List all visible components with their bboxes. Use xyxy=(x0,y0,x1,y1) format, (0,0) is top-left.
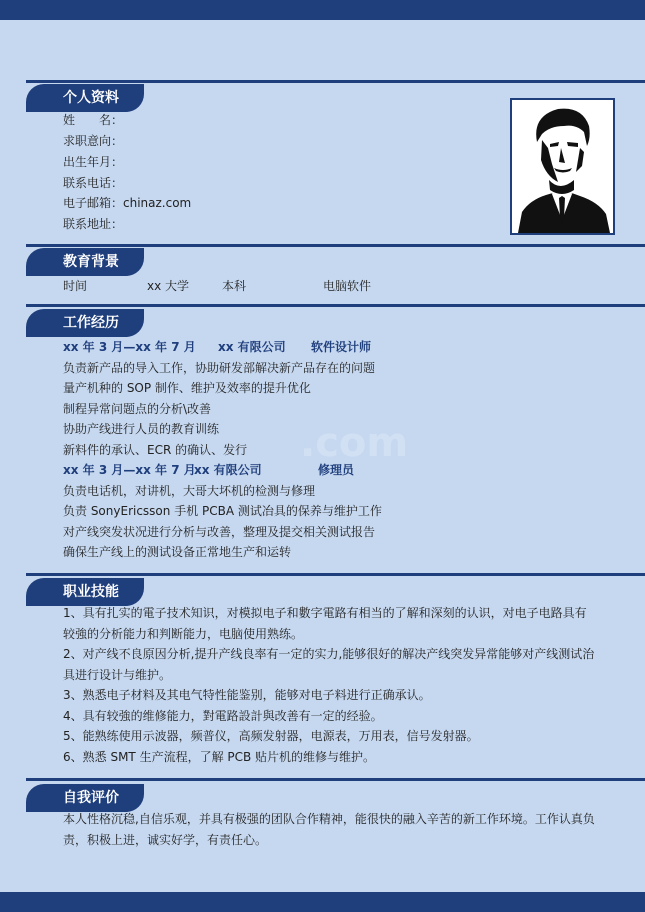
intent-label: 求职意向： xyxy=(63,134,124,148)
job2-item: 负责 SonyEricsson 手机 PCBA 测试冶具的保养与维护工作 xyxy=(63,504,382,518)
top-banner xyxy=(0,0,645,20)
job1-item: 量产机种的 SOP 制作、维护及效率的提升优化 xyxy=(63,381,311,395)
job2-title: 修理员 xyxy=(318,463,355,477)
job1-item: 制程异常问题点的分析\改善 xyxy=(63,402,212,416)
section-title-skills: 职业技能 xyxy=(26,578,144,606)
skill-item: 3、熟悉电子材料及其电气特性能鉴别，能够对电子料进行正确承认。 xyxy=(63,688,431,702)
portrait-silhouette-icon xyxy=(512,100,613,233)
education-school: xx 大学 xyxy=(147,279,190,293)
job1-title: 软件设计师 xyxy=(311,340,372,354)
phone-label: 联系电话： xyxy=(63,176,124,190)
bottom-banner xyxy=(0,892,645,912)
section-divider xyxy=(26,80,645,83)
birth-label: 出生年月： xyxy=(63,155,124,169)
job2-company: xx 有限公司 xyxy=(194,463,262,477)
job1-period: xx 年 3 月—xx 年 7 月 xyxy=(63,340,196,354)
section-title-education: 教育背景 xyxy=(26,248,144,276)
section-divider xyxy=(26,778,645,781)
skill-item: 6、熟悉 SMT 生产流程，了解 PCB 贴片机的维修与维护。 xyxy=(63,749,376,764)
education-time: 时间 xyxy=(63,279,88,293)
education-major: 电脑软件 xyxy=(323,279,372,293)
education-degree: 本科 xyxy=(222,279,247,293)
section-divider xyxy=(26,304,645,307)
section-divider xyxy=(26,573,645,576)
job1-company: xx 有限公司 xyxy=(218,340,286,354)
job2-item: 确保生产线上的测试设备正常地生产和运转 xyxy=(63,545,292,559)
section-title-personal: 个人资料 xyxy=(26,84,144,112)
skills-list xyxy=(63,603,598,767)
skill-item: 5、能熟练使用示波器，频普仪，高频发射器，电源表，万用表，信号发射器。 xyxy=(63,729,479,743)
skill-item: 1、具有扎实的電子技术知识，对模拟电子和數字電路有相当的了解和深刻的认识，对电子电路具有较強的分析能力和判断能力，电脑使用熟练。 xyxy=(63,606,587,641)
section-divider xyxy=(26,244,645,247)
job2-item: 对产线突发状况进行分析与改善，整理及提交相关测试报告 xyxy=(63,525,376,539)
address-label: 联系地址： xyxy=(63,217,124,231)
self-evaluation-text: 本人性格沉稳,自信乐观，并具有极强的团队合作精神，能很快的融入辛苦的新工作环境。工作认真负责，积极上进，诚实好学，有责任心。 xyxy=(63,812,595,847)
job1-item: 协助产线进行人员的教育训练 xyxy=(63,422,220,436)
name-label: 姓 名： xyxy=(63,113,124,127)
section-title-evaluation: 自我评价 xyxy=(26,784,144,812)
skill-item: 4、具有较強的维修能力，對電路設計與改善有一定的经验。 xyxy=(63,708,383,723)
profile-photo xyxy=(510,98,615,235)
email-label: 电子邮箱：chinaz.com xyxy=(63,196,192,210)
job2-period: xx 年 3 月—xx 年 7 月 xyxy=(63,463,196,477)
job1-item: 负责新产品的导入工作，协助研发部解决新产品存在的问题 xyxy=(63,361,376,375)
job2-item: 负责电话机，对讲机，大哥大坏机的检测与修理 xyxy=(63,484,316,498)
skill-item: 2、对产线不良原因分析,提升产线良率有一定的实力,能够很好的解决产线突发异常能够对产线测试治具进行设计与维护。 xyxy=(63,647,595,682)
job1-item: 新料件的承认、ECR 的确认、发行 xyxy=(63,443,248,457)
watermark: .com xyxy=(300,420,409,466)
section-title-work: 工作经历 xyxy=(26,309,144,337)
